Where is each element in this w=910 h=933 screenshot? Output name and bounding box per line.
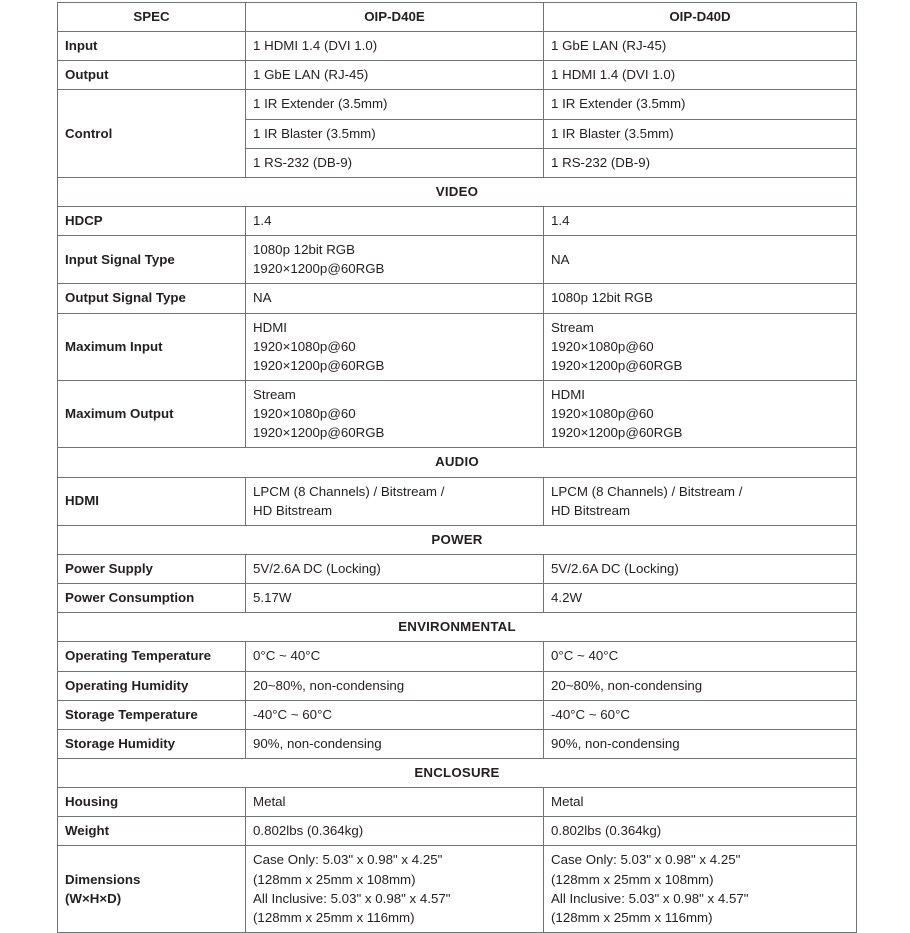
cell-line: 1 RS-232 (DB-9) xyxy=(253,154,353,170)
cell-line: Stream xyxy=(253,386,296,402)
cell-line: (128mm x 25mm x 108mm) xyxy=(551,871,714,887)
row-value-e xyxy=(246,148,544,177)
row-value-e xyxy=(246,584,544,613)
row-value-e xyxy=(246,554,544,583)
row-label xyxy=(58,61,246,90)
row-label xyxy=(58,729,246,758)
table-row xyxy=(58,817,857,846)
table-row xyxy=(58,788,857,817)
table-row xyxy=(58,313,857,380)
cell-line: HDMI xyxy=(65,493,99,509)
section-band-power xyxy=(58,525,857,554)
row-value-d xyxy=(544,119,857,148)
row-label xyxy=(58,313,246,380)
row-value-e xyxy=(246,477,544,525)
row-value-d xyxy=(544,729,857,758)
row-value-d xyxy=(544,817,857,846)
row-value-e xyxy=(246,206,544,235)
cell-line: Case Only: 5.03" x 0.98" x 4.25" xyxy=(253,852,443,868)
row-label xyxy=(58,584,246,613)
cell-line: 1920×1080p@60 xyxy=(253,406,356,422)
cell-line: (128mm x 25mm x 116mm) xyxy=(551,909,713,925)
cell-line: LPCM (8 Channels) / Bitstream / xyxy=(253,483,445,499)
row-value-e xyxy=(246,846,544,933)
cell-line: -40°C ~ 60°C xyxy=(253,706,333,722)
table-row xyxy=(58,846,857,933)
cell-line: 1920×1080p@60 xyxy=(253,338,356,354)
cell-line: 1920×1200p@60RGB xyxy=(253,357,385,373)
cell-line: (128mm x 25mm x 108mm) xyxy=(253,871,416,887)
row-value-e xyxy=(246,61,544,90)
cell-line: 0.802lbs (0.364kg) xyxy=(253,823,364,839)
row-value-d xyxy=(544,61,857,90)
cell-line: 5V/2.6A DC (Locking) xyxy=(253,560,381,576)
section-band-environmental xyxy=(58,613,857,642)
cell-line: 1 IR Extender (3.5mm) xyxy=(253,96,388,112)
cell-line: Storage Temperature xyxy=(65,706,198,722)
table-row xyxy=(58,236,857,284)
row-label xyxy=(58,700,246,729)
cell-line: Storage Humidity xyxy=(65,735,176,751)
cell-line: Case Only: 5.03" x 0.98" x 4.25" xyxy=(551,852,741,868)
cell-line: 1 HDMI 1.4 (DVI 1.0) xyxy=(253,38,378,54)
cell-line: HDCP xyxy=(65,212,103,228)
table-row xyxy=(58,380,857,447)
cell-line: Weight xyxy=(65,823,110,839)
cell-line: Power Supply xyxy=(65,560,153,576)
row-value-e xyxy=(246,313,544,380)
row-value-e xyxy=(246,32,544,61)
cell-line: Maximum Input xyxy=(65,338,163,354)
cell-line: LPCM (8 Channels) / Bitstream / xyxy=(551,483,743,499)
row-value-d xyxy=(544,788,857,817)
cell-line: Operating Temperature xyxy=(65,648,212,664)
table-row xyxy=(58,32,857,61)
section-band-video xyxy=(58,177,857,206)
row-value-d xyxy=(544,700,857,729)
row-value-e xyxy=(246,380,544,447)
table-row xyxy=(58,206,857,235)
cell-line: Power Consumption xyxy=(65,590,195,606)
specification-table xyxy=(57,2,857,933)
cell-line: 1920×1080p@60 xyxy=(551,406,654,422)
cell-line: Operating Humidity xyxy=(65,677,189,693)
row-value-d xyxy=(544,554,857,583)
row-value-e xyxy=(246,119,544,148)
section-band-label: POWER xyxy=(58,525,857,554)
row-label xyxy=(58,642,246,671)
cell-line: 5V/2.6A DC (Locking) xyxy=(551,560,679,576)
cell-line: HD Bitstream xyxy=(253,502,333,518)
column-header-2: OIP-D40D xyxy=(544,3,857,32)
row-value-d xyxy=(544,284,857,313)
cell-line: NA xyxy=(253,290,272,306)
row-label xyxy=(58,284,246,313)
row-value-e xyxy=(246,642,544,671)
row-label xyxy=(58,477,246,525)
cell-line: All Inclusive: 5.03" x 0.98" x 4.57" xyxy=(253,890,451,906)
row-value-d xyxy=(544,642,857,671)
cell-line: 1 IR Blaster (3.5mm) xyxy=(551,125,674,141)
section-band-label: VIDEO xyxy=(58,177,857,206)
cell-line: Dimensions xyxy=(65,871,141,887)
row-label xyxy=(58,817,246,846)
row-value-e xyxy=(246,90,544,119)
cell-line: 1080p 12bit RGB xyxy=(253,242,356,258)
cell-line: 0°C ~ 40°C xyxy=(551,648,619,664)
column-header-0: SPEC xyxy=(58,3,246,32)
cell-line: 1080p 12bit RGB xyxy=(551,290,654,306)
cell-line: Control xyxy=(65,125,113,141)
cell-line: 90%, non-condensing xyxy=(253,735,382,751)
cell-line: 0.802lbs (0.364kg) xyxy=(551,823,662,839)
cell-line: NA xyxy=(551,251,570,267)
cell-line: 1 RS-232 (DB-9) xyxy=(551,154,651,170)
row-value-d xyxy=(544,313,857,380)
table-row xyxy=(58,584,857,613)
cell-line: 1.4 xyxy=(253,212,272,228)
cell-line: -40°C ~ 60°C xyxy=(551,706,631,722)
row-value-d xyxy=(544,380,857,447)
table-row xyxy=(58,671,857,700)
cell-line: 1 IR Extender (3.5mm) xyxy=(551,96,686,112)
section-band-enclosure xyxy=(58,758,857,787)
cell-line: 1920×1200p@60RGB xyxy=(253,261,385,277)
row-value-d xyxy=(544,846,857,933)
cell-line: Output xyxy=(65,67,109,83)
cell-line: Metal xyxy=(551,794,584,810)
cell-line: Maximum Output xyxy=(65,406,174,422)
row-label xyxy=(58,206,246,235)
cell-line: Stream xyxy=(551,319,594,335)
cell-line: Housing xyxy=(65,794,119,810)
table-row xyxy=(58,554,857,583)
cell-line: Input xyxy=(65,38,98,54)
column-header-1: OIP-D40E xyxy=(246,3,544,32)
cell-line: 1920×1200p@60RGB xyxy=(551,357,683,373)
cell-line: 0°C ~ 40°C xyxy=(253,648,321,664)
cell-line: HDMI xyxy=(551,386,585,402)
cell-line: 20~80%, non-condensing xyxy=(551,677,703,693)
cell-line: 1920×1200p@60RGB xyxy=(551,425,683,441)
table-row xyxy=(58,729,857,758)
cell-line: Input Signal Type xyxy=(65,251,175,267)
cell-line: 20~80%, non-condensing xyxy=(253,677,405,693)
row-value-d xyxy=(544,148,857,177)
cell-line: (W×H×D) xyxy=(65,890,122,906)
row-label xyxy=(58,32,246,61)
cell-line: 1920×1080p@60 xyxy=(551,338,654,354)
cell-line: HDMI xyxy=(253,319,287,335)
cell-line: 1.4 xyxy=(551,212,570,228)
row-value-d xyxy=(544,477,857,525)
table-row xyxy=(58,642,857,671)
row-label xyxy=(58,671,246,700)
cell-line: 1 GbE LAN (RJ-45) xyxy=(253,67,369,83)
cell-line: 1 HDMI 1.4 (DVI 1.0) xyxy=(551,67,676,83)
row-value-e xyxy=(246,671,544,700)
row-value-d xyxy=(544,584,857,613)
cell-line: HD Bitstream xyxy=(551,502,631,518)
section-band-label: AUDIO xyxy=(58,448,857,477)
row-value-e xyxy=(246,817,544,846)
row-label xyxy=(58,380,246,447)
row-value-d xyxy=(544,671,857,700)
table-row xyxy=(58,284,857,313)
row-label xyxy=(58,846,246,933)
cell-line: 1920×1200p@60RGB xyxy=(253,425,385,441)
cell-line: 1 IR Blaster (3.5mm) xyxy=(253,125,376,141)
cell-line: 90%, non-condensing xyxy=(551,735,680,751)
row-label xyxy=(58,554,246,583)
cell-line: 1 GbE LAN (RJ-45) xyxy=(551,38,667,54)
table-header-row xyxy=(58,3,857,32)
row-value-e xyxy=(246,788,544,817)
section-band-label: ENVIRONMENTAL xyxy=(58,613,857,642)
section-band-audio xyxy=(58,448,857,477)
cell-line: Metal xyxy=(253,794,286,810)
row-value-e xyxy=(246,700,544,729)
row-value-e xyxy=(246,729,544,758)
cell-line: (128mm x 25mm x 116mm) xyxy=(253,909,415,925)
row-value-e xyxy=(246,236,544,284)
row-value-d xyxy=(544,206,857,235)
cell-line: All Inclusive: 5.03" x 0.98" x 4.57" xyxy=(551,890,749,906)
table-row xyxy=(58,90,857,119)
cell-line: Output Signal Type xyxy=(65,290,186,306)
section-band-label: ENCLOSURE xyxy=(58,758,857,787)
row-label xyxy=(58,236,246,284)
table-row xyxy=(58,477,857,525)
cell-line: 4.2W xyxy=(551,590,583,606)
table-row xyxy=(58,61,857,90)
row-value-d xyxy=(544,236,857,284)
row-label xyxy=(58,788,246,817)
row-value-d xyxy=(544,32,857,61)
row-value-d xyxy=(544,90,857,119)
row-label xyxy=(58,90,246,177)
cell-line: 5.17W xyxy=(253,590,292,606)
row-value-e xyxy=(246,284,544,313)
table-row xyxy=(58,700,857,729)
